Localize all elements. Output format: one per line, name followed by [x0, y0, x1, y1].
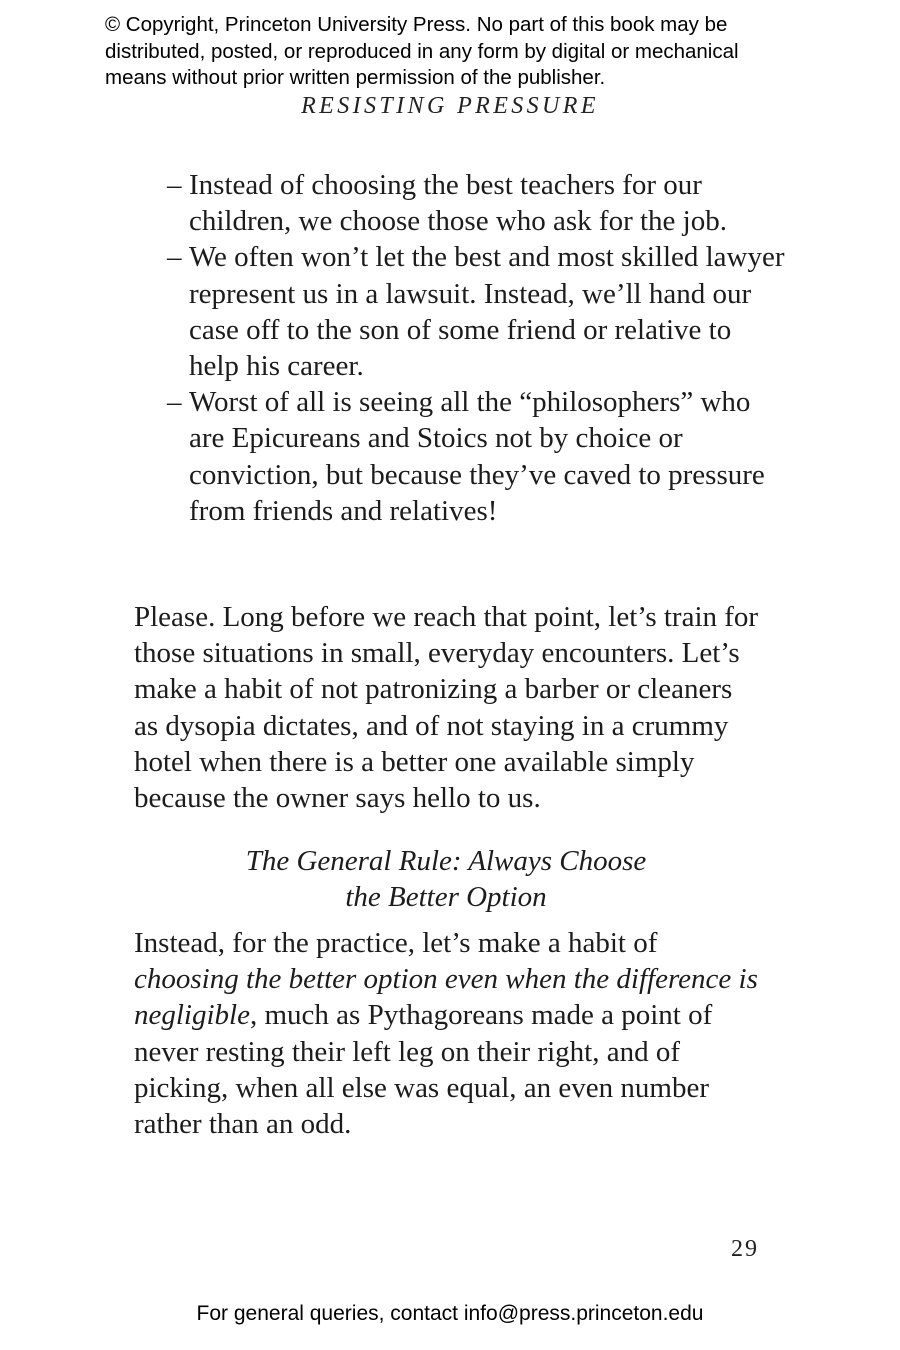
paragraph-text: , much as Pythagoreans made a point of never resting their left leg on their right, and of picking, when all else was equal, an even number rather than an odd. — [134, 999, 713, 1141]
section-heading — [0, 843, 892, 915]
emphasized-text: choosing the better option even when the difference is negligible — [134, 963, 758, 1032]
copyright-line: means without prior written permission of the publisher. — [105, 66, 606, 89]
paragraph-text: Instead, for the practice, let’s make a habit of — [134, 927, 658, 959]
footer-contact: For general queries, contact info@press.princeton.edu — [196, 1302, 704, 1325]
copyright-notice — [105, 12, 825, 92]
list-item — [167, 167, 787, 239]
paragraph: Please. Long before we reach that point, let’s train for those situations in small, everyday encounters. Let’s make a habit of not patronizing a barber or cleaners as dysopia dictates, and of not staying in a crummy hotel when there is a better one available simply because the owner says hello to us. — [134, 601, 759, 815]
list-item-text: Worst of all is seeing all the “philosophers” who are Epicureans and Stoics not by choice or conviction, but because they’ve caved to pressure from friends and relatives! — [189, 386, 765, 527]
section-heading-line: the Better Option — [345, 881, 547, 914]
bullet-dash: – — [167, 169, 182, 201]
list-item-text: We often won’t let the best and most skilled lawyer represent us in a lawsuit. Instead, we’ll hand our case off to the son of some friend or relative to help his career. — [189, 241, 785, 383]
list-item — [167, 239, 787, 384]
copyright-line: © Copyright, Princeton University Press. No part of this book may be — [105, 13, 728, 36]
paragraph — [134, 925, 762, 1142]
bullet-list — [167, 167, 787, 529]
running-head: RESISTING PRESSURE — [301, 93, 599, 119]
copyright-line: distributed, posted, or reproduced in any form by digital or mechanical — [105, 39, 739, 63]
bullet-dash: – — [167, 386, 182, 419]
section-heading-line: The General Rule: Always Choose — [245, 845, 647, 877]
page-number: 29 — [731, 1236, 759, 1262]
bullet-dash: – — [167, 241, 182, 274]
list-item-text: Instead of choosing the best teachers for our children, we choose those who ask for the job. — [189, 169, 727, 238]
list-item — [167, 384, 787, 529]
